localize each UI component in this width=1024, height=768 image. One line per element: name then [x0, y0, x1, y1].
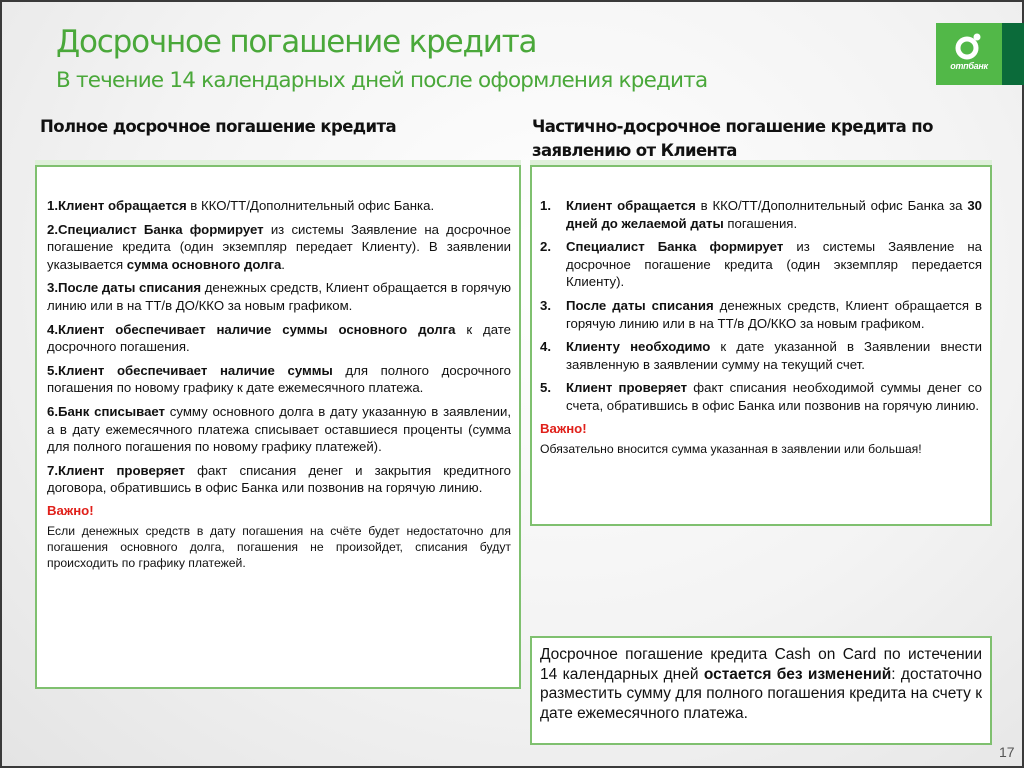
slide-title: Досрочное погашение кредита — [56, 24, 537, 60]
otp-logo-mark-icon — [954, 31, 984, 61]
list-item — [47, 462, 511, 497]
list-item — [47, 403, 511, 456]
bold-text: 5.Клиент обеспечивает наличие суммы — [47, 362, 333, 378]
text: . — [281, 256, 285, 272]
text: денежных средств, Клиент обращается в горячую линию или в на ТТ/в ДО/ККО за новым графиком. — [47, 280, 511, 313]
text: сумму основного долга в дату указанную в заявлении, а в дату ежемесячного платежа списывает оставшиеся проценты (сумма для полного погашения по новому графику платежей). — [47, 403, 511, 455]
bold-text: 6.Банк списывает — [47, 403, 166, 419]
left-heading: Полное досрочное погашение кредита — [40, 117, 396, 136]
item-text — [566, 297, 982, 332]
text: : достаточно разместить сумму для полного погашения кредита на счету к дате ежемесячного платежа. — [540, 665, 982, 722]
text: из системы Заявление на досрочное погашение кредита (один экземпляр передает Клиенту). В заявлении указывается — [47, 221, 511, 272]
list-item — [540, 297, 982, 332]
page-number: 17 — [999, 744, 1015, 760]
text: факт списания денег и закрытия кредитного договора, обратившись в офис Банка или позвонив на горячую линию. — [47, 462, 511, 496]
list-item — [47, 221, 511, 274]
item-text — [566, 197, 982, 232]
list-item — [47, 362, 511, 397]
bold-text: 4.Клиент обеспечивает наличие суммы основного долга — [47, 321, 456, 337]
text: погашения. — [723, 215, 798, 231]
item-number: 4. — [540, 339, 551, 355]
item-number: 3. — [540, 297, 551, 313]
list-item — [540, 197, 982, 232]
item-number: 5. — [540, 380, 551, 396]
logo-text: отпбанк — [950, 61, 988, 71]
list-item — [540, 379, 982, 414]
text: для полного досрочного погашения по новому графику к дате ежемесячного платежа. — [47, 362, 511, 396]
text: из системы Заявление на досрочное погашение кредита (один экземпляр передается Клиенту). — [566, 239, 983, 290]
item-number: 2. — [540, 239, 551, 255]
item-text — [566, 379, 982, 414]
bold-text: Клиенту необходимо — [566, 339, 711, 355]
bold-text: Клиент проверяет — [566, 380, 688, 396]
left-note: Если денежных средств в дату погашения на счёте будет недостаточно для погашения основного долга, погашения не произойдет, списания будут происходить по графику платежей. — [47, 523, 511, 570]
left-warning: Важно! — [47, 502, 94, 518]
list-item — [47, 321, 511, 356]
text: в ККО/ТТ/Дополнительный офис Банка за — [695, 198, 968, 213]
right-heading: Частично-досрочное погашение кредита по заявлению от Клиента — [532, 117, 933, 160]
list-item — [47, 279, 511, 314]
item-text — [566, 338, 982, 373]
text: Досрочное погашение кредита Cash on Card по истечении 14 календарных дней — [540, 646, 982, 683]
bold-text: 30 дней до желаемой даты — [566, 198, 982, 231]
item-text — [566, 238, 982, 291]
list-item — [47, 197, 511, 215]
logo-strip — [1002, 23, 1024, 85]
text: к дате досрочного погашения. — [47, 321, 512, 355]
bold-text: 1.Клиент обращается — [47, 198, 187, 213]
full-repayment-box — [35, 165, 521, 689]
text: в ККО/ТТ/Дополнительный офис Банка. — [186, 198, 435, 213]
bold-text: Клиент обращается — [566, 198, 696, 213]
bold-text: 2.Специалист Банка формирует — [47, 221, 264, 237]
text: денежных средств, Клиент обращается в горячую линию или в на ТТ/в ДО/ККО за новым графиком. — [566, 297, 982, 331]
item-number: 1. — [540, 198, 551, 213]
list-item — [540, 338, 982, 373]
cash-on-card-box — [530, 636, 992, 745]
bold-text: 7.Клиент проверяет — [47, 462, 185, 478]
partial-repayment-box — [530, 165, 992, 526]
bold-text: остается без изменений — [703, 665, 892, 683]
otp-bank-logo — [936, 23, 1002, 85]
right-note: Обязательно вносится сумма указанная в заявлении или большая! — [540, 441, 922, 456]
list-item — [540, 238, 982, 291]
bold-text: Специалист Банка формирует — [566, 239, 784, 255]
text: к дате указанной в Заявлении внести заявленную в заявлении сумму на текущий счет. — [566, 339, 982, 372]
slide-subtitle: В течение 14 календарных дней после оформления кредита — [56, 68, 708, 93]
right-warning: Важно! — [540, 420, 587, 436]
bold-text: 3.После даты списания — [47, 280, 202, 296]
bold-text: сумма основного долга — [126, 256, 282, 272]
cash-on-card-text — [540, 645, 982, 723]
text: факт списания необходимой суммы денег со счета, обратившись в офис Банка или позвонив на горячую линию. — [566, 380, 983, 413]
bold-text: После даты списания — [566, 297, 714, 313]
